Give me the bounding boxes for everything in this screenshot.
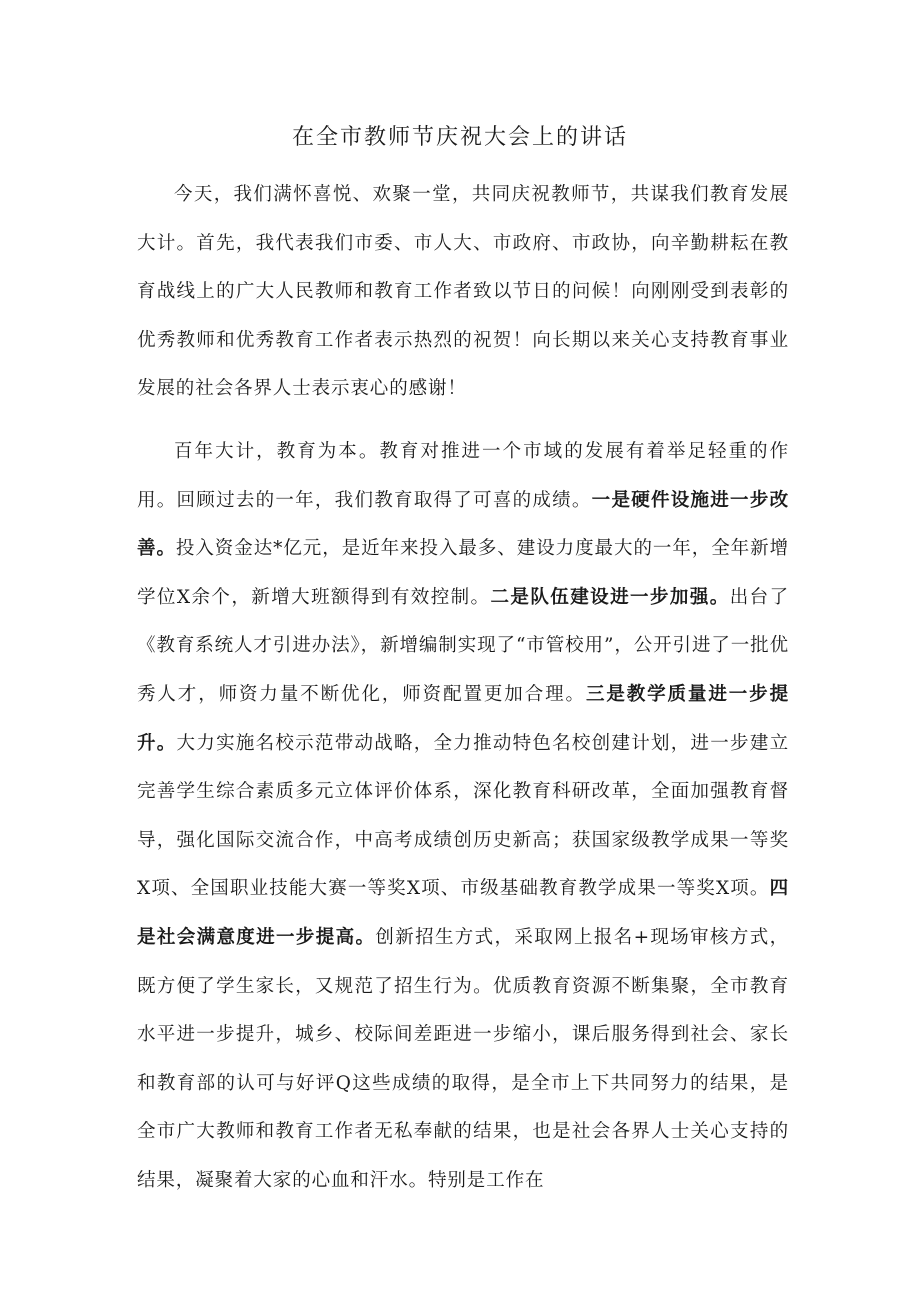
achievements-intro: 百年大计，教育为本。教育对推进一个市域的发展有着举足轻重的作用。回顾过去的一年，我们教育取得了可喜的成绩。 xyxy=(137,441,789,511)
achievements-team-text: 出台了《教育系统人才引进办法》，新增编制实现了“市管校用”，公开引进了一批优秀人才，师资力量不断优化，师资配置更加合理。 xyxy=(137,586,789,705)
paragraph-greeting xyxy=(137,171,789,414)
paragraph-achievements xyxy=(137,428,789,1206)
achievements-hardware-text: 投入资金达*亿元，是近年来投入最多、建设力度最大的一年，全年新增学位X余个，新增大班额得到有效控制。 xyxy=(137,538,789,608)
highlight-hardware: 一是硬件设施进一步改善。 xyxy=(137,489,789,560)
paragraph-greeting-text: 今天，我们满怀喜悦、欢聚一堂，共同庆祝教师节，共谋我们教育发展大计。首先，我代表我们市委、市人大、市政府、市政协，向辛勤耕耘在教育战线上的广大人民教师和教育工作者致以节日的问候！向刚刚受到表彰的优秀教师和优秀教育工作者表示热烈的祝贺！向长期以来关心支持教育事业发展的社会各界人士表示衷心的感谢！ xyxy=(137,184,789,400)
highlight-team: 二是队伍建设进一步加强。 xyxy=(490,586,730,608)
achievements-quality-text: 大力实施名校示范带动战略，全力推动特色名校创建计划，进一步建立完善学生综合素质多元立体评价体系，深化教育科研改革，全面加强教育督导，强化国际交流合作，中高考成绩创历史新高；获国家级教学成果一等奖X项、全国职业技能大赛一等奖X项、市级基础教育教学成果一等奖X项。 xyxy=(137,732,789,900)
highlight-quality: 三是教学质量进一步提升。 xyxy=(137,683,789,754)
achievements-satisfaction-text: 创新招生方式，采取网上报名+现场审核方式，既方便了学生家长，又规范了招生行为。优质教育资源不断集聚，全市教育水平进一步提升，城乡、校际间差距进一步缩小，课后服务得到社会、家长和教育部的认可与好评Q这些成绩的取得，是全市上下共同努力的结果，是全市广大教师和教育工作者无私奉献的结果，也是社会各界人士关心支持的结果，凝聚着大家的心血和汗水。特别是工作在 xyxy=(137,926,790,1191)
page-title: 在全市教师节庆祝大会上的讲话 xyxy=(291,125,628,150)
highlight-satisfaction: 四是社会满意度进一步提高。 xyxy=(137,878,789,948)
